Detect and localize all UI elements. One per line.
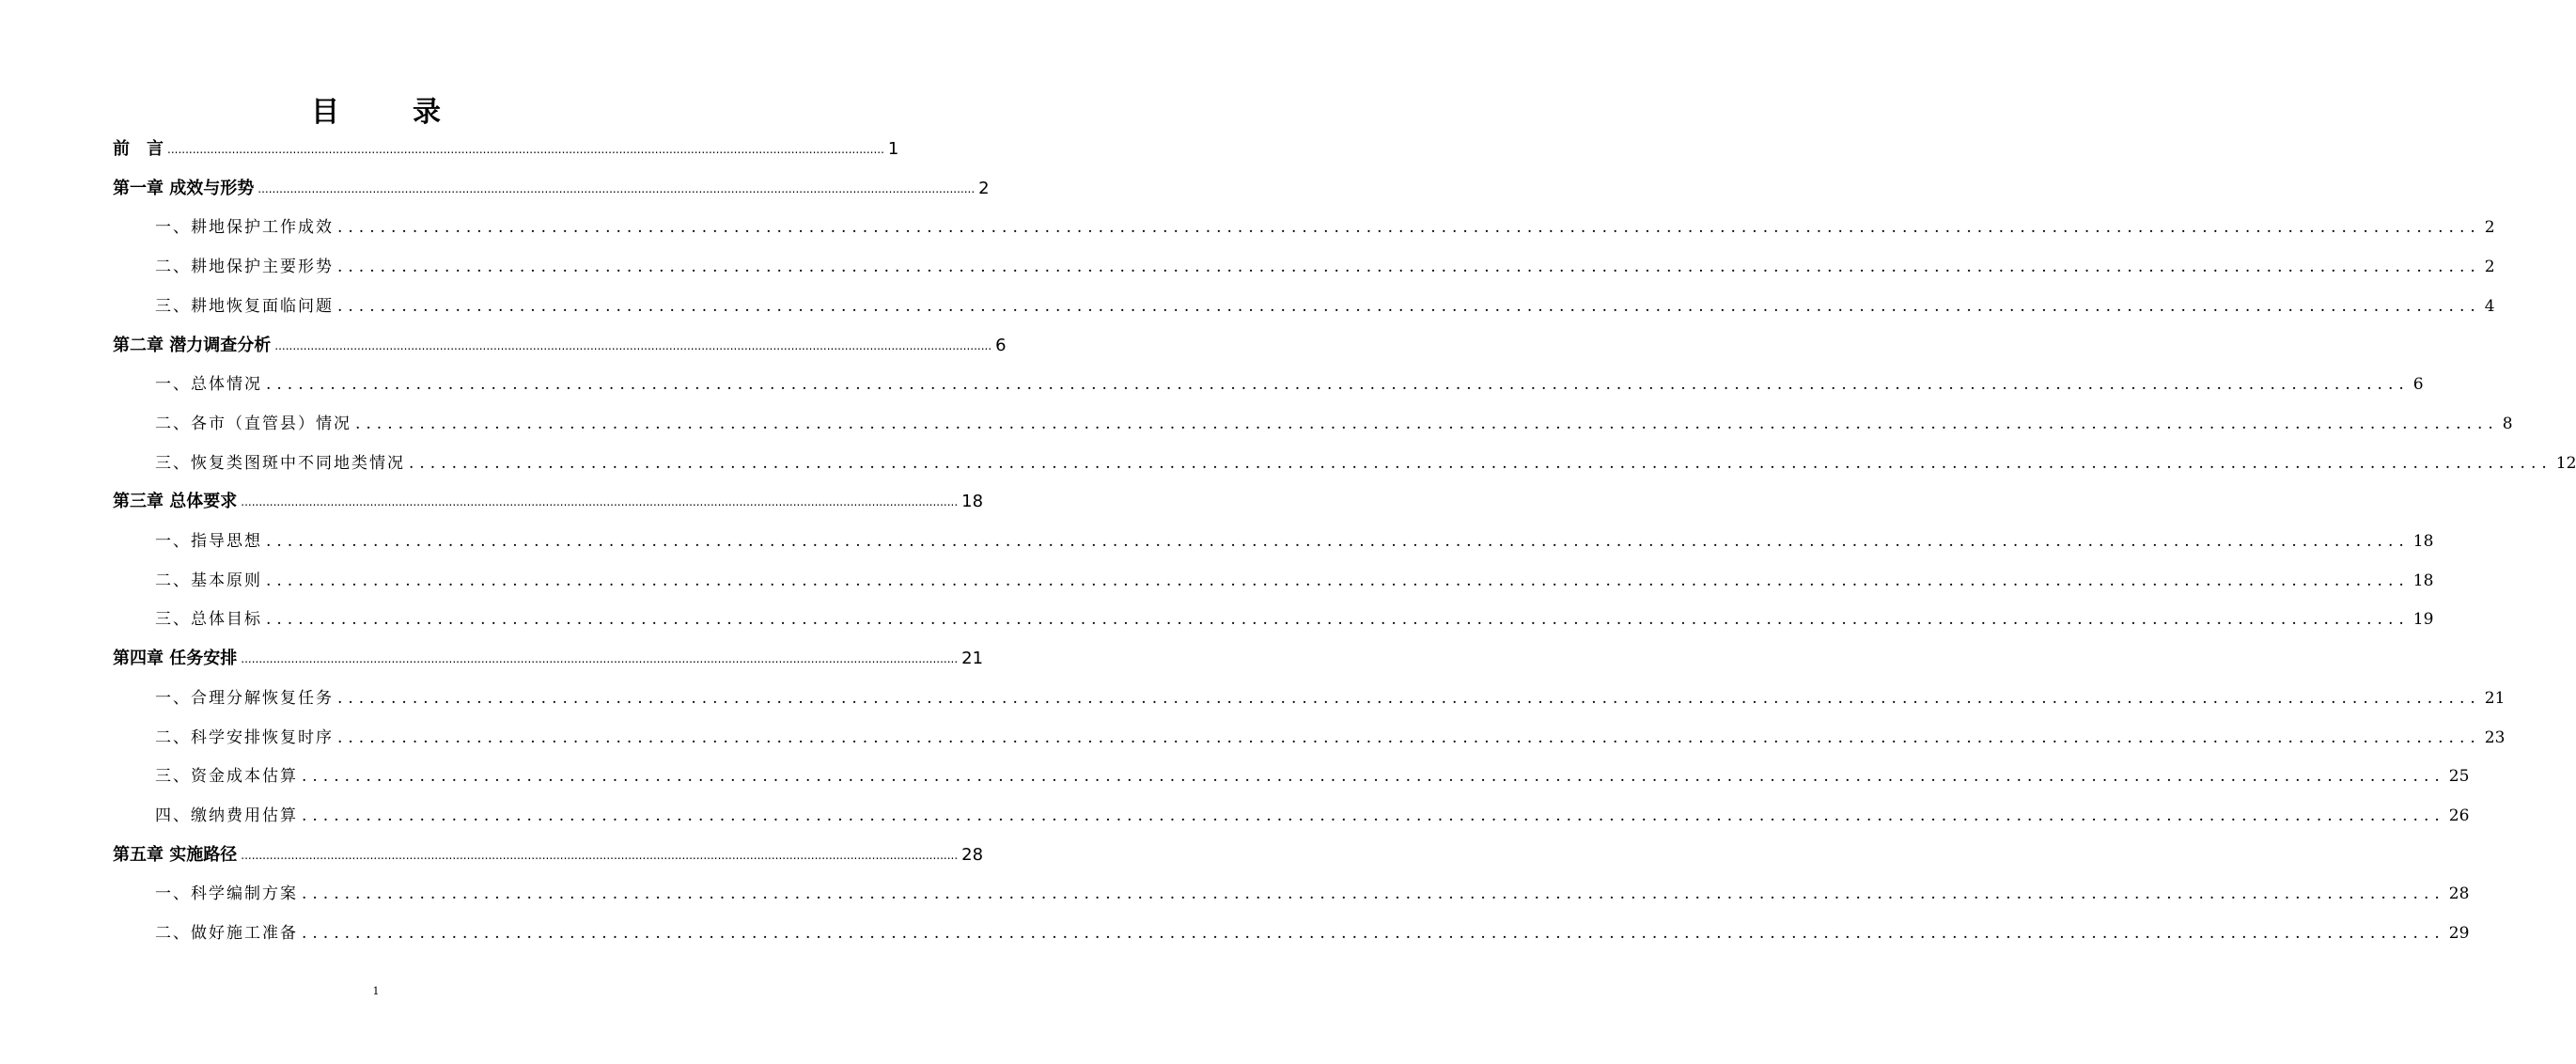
toc-section-entry[interactable] [155, 567, 2434, 595]
toc-section-entry[interactable] [155, 880, 2470, 908]
toc-chapter-entry[interactable] [113, 645, 984, 673]
toc-chapter-entry[interactable] [113, 175, 990, 203]
page-number-footer: 1 [372, 985, 380, 997]
toc-page-number: 2 [2484, 258, 2495, 277]
toc-section-entry[interactable] [155, 919, 2470, 947]
toc-dot-leader: ........................................................................................................................................................................................................ [409, 453, 2553, 473]
toc-entry-label: 二、基本原则 [155, 571, 262, 590]
toc-entry-label: 一、总体情况 [155, 375, 262, 395]
toc-dot-leader: ........................................................................................................................................................................................................ [337, 728, 2481, 747]
toc-entry-label: 一、合理分解恢复任务 [155, 688, 334, 708]
toc-page-number: 18 [961, 492, 984, 512]
toc-page-number: 18 [2412, 571, 2434, 590]
toc-entry-label: 一、科学编制方案 [155, 884, 298, 904]
toc-page-number: 12 [2555, 453, 2576, 473]
toc-section-entry[interactable] [155, 370, 2424, 399]
toc-page-number: 19 [2412, 610, 2434, 630]
toc-entry-label: 三、耕地恢复面临问题 [155, 296, 334, 316]
toc-section-entry[interactable] [155, 605, 2434, 634]
toc-page-number: 6 [995, 335, 1007, 355]
toc-page-number: 8 [2502, 414, 2513, 433]
toc-section-entry[interactable] [155, 449, 2576, 477]
toc-entry-label: 三、总体目标 [155, 610, 262, 630]
toc-section-entry[interactable] [155, 802, 2470, 830]
toc-entry-label: 一、指导思想 [155, 532, 262, 551]
toc-dot-leader: ........................................................................................................................................................................................................ [274, 338, 992, 352]
toc-entry-label: 一、耕地保护工作成效 [155, 218, 334, 238]
toc-section-entry[interactable] [155, 213, 2495, 242]
toc-dot-leader: ........................................................................................................................................................................................................ [337, 688, 2481, 708]
toc-entry-label: 三、恢复类图斑中不同地类情况 [155, 453, 405, 473]
toc-chapter-entry[interactable] [113, 841, 984, 869]
toc-dot-leader: ........................................................................................................................................................................................................ [241, 652, 959, 666]
toc-dot-leader: ........................................................................................................................................................................................................ [355, 414, 2499, 433]
toc-section-entry[interactable] [155, 292, 2495, 321]
toc-dot-leader: ........................................................................................................................................................................................................ [337, 296, 2481, 316]
toc-dot-leader: ........................................................................................................................................................................................................ [241, 848, 959, 862]
toc-page-number: 18 [2412, 532, 2434, 551]
toc-chapter-entry[interactable] [113, 135, 899, 164]
toc-dot-leader: ........................................................................................................................................................................................................ [167, 143, 884, 156]
toc-chapter-entry[interactable] [113, 332, 1007, 360]
toc-dot-leader: ........................................................................................................................................................................................................ [302, 884, 2445, 904]
toc-page-number: 1 [887, 139, 899, 159]
toc-page-number: 29 [2448, 924, 2470, 943]
toc-chapter-entry[interactable] [113, 488, 984, 516]
toc-dot-leader: ........................................................................................................................................................................................................ [302, 767, 2445, 787]
toc-entry-label: 二、耕地保护主要形势 [155, 258, 334, 277]
toc-dot-leader: ........................................................................................................................................................................................................ [302, 924, 2445, 943]
toc-section-entry[interactable] [155, 527, 2434, 555]
toc-entry-label: 前 言 [113, 139, 164, 159]
toc-title: 目 录 [311, 96, 463, 129]
toc-page-number: 28 [2448, 884, 2470, 904]
toc-page-number: 25 [2448, 767, 2470, 787]
toc-section-entry[interactable] [155, 410, 2513, 438]
toc-page-number: 21 [961, 649, 984, 669]
toc-page-number: 2 [2484, 218, 2495, 238]
toc-section-entry[interactable] [155, 762, 2470, 790]
toc-dot-leader: ........................................................................................................................................................................................................ [302, 806, 2445, 825]
toc-dot-leader: ........................................................................................................................................................................................................ [266, 375, 2410, 395]
toc-entry-label: 第五章 实施路径 [113, 844, 238, 865]
toc-entry-label: 二、做好施工准备 [155, 924, 298, 943]
toc-entry-label: 三、资金成本估算 [155, 767, 298, 787]
toc-entry-label: 第一章 成效与形势 [113, 178, 255, 198]
toc-entry-label: 第二章 潜力调查分析 [113, 335, 272, 355]
toc-dot-leader: ........................................................................................................................................................................................................ [241, 495, 959, 509]
toc-page-number: 4 [2484, 296, 2495, 316]
toc-dot-leader: ........................................................................................................................................................................................................ [337, 258, 2481, 277]
toc-page-number: 26 [2448, 806, 2470, 825]
toc-section-entry[interactable] [155, 684, 2506, 712]
toc-page-number: 21 [2484, 688, 2506, 708]
toc-entry-label: 第四章 任务安排 [113, 649, 238, 669]
toc-entry-label: 二、科学安排恢复时序 [155, 728, 334, 747]
toc-page-number: 28 [961, 844, 984, 865]
toc-section-entry[interactable] [155, 253, 2495, 281]
toc-page-number: 2 [978, 178, 990, 198]
toc-dot-leader: ........................................................................................................................................................................................................ [337, 218, 2481, 238]
toc-entry-label: 二、各市（直管县）情况 [155, 414, 351, 433]
toc-dot-leader: ........................................................................................................................................................................................................ [266, 610, 2410, 630]
toc-dot-leader: ........................................................................................................................................................................................................ [258, 181, 976, 196]
toc-entry-label: 四、缴纳费用估算 [155, 806, 298, 825]
toc-entry-label: 第三章 总体要求 [113, 492, 238, 512]
toc-section-entry[interactable] [155, 724, 2506, 752]
toc-dot-leader: ........................................................................................................................................................................................................ [266, 532, 2410, 551]
toc-page-number: 23 [2484, 728, 2506, 747]
toc-page-number: 6 [2412, 375, 2424, 395]
toc-dot-leader: ........................................................................................................................................................................................................ [266, 571, 2410, 590]
